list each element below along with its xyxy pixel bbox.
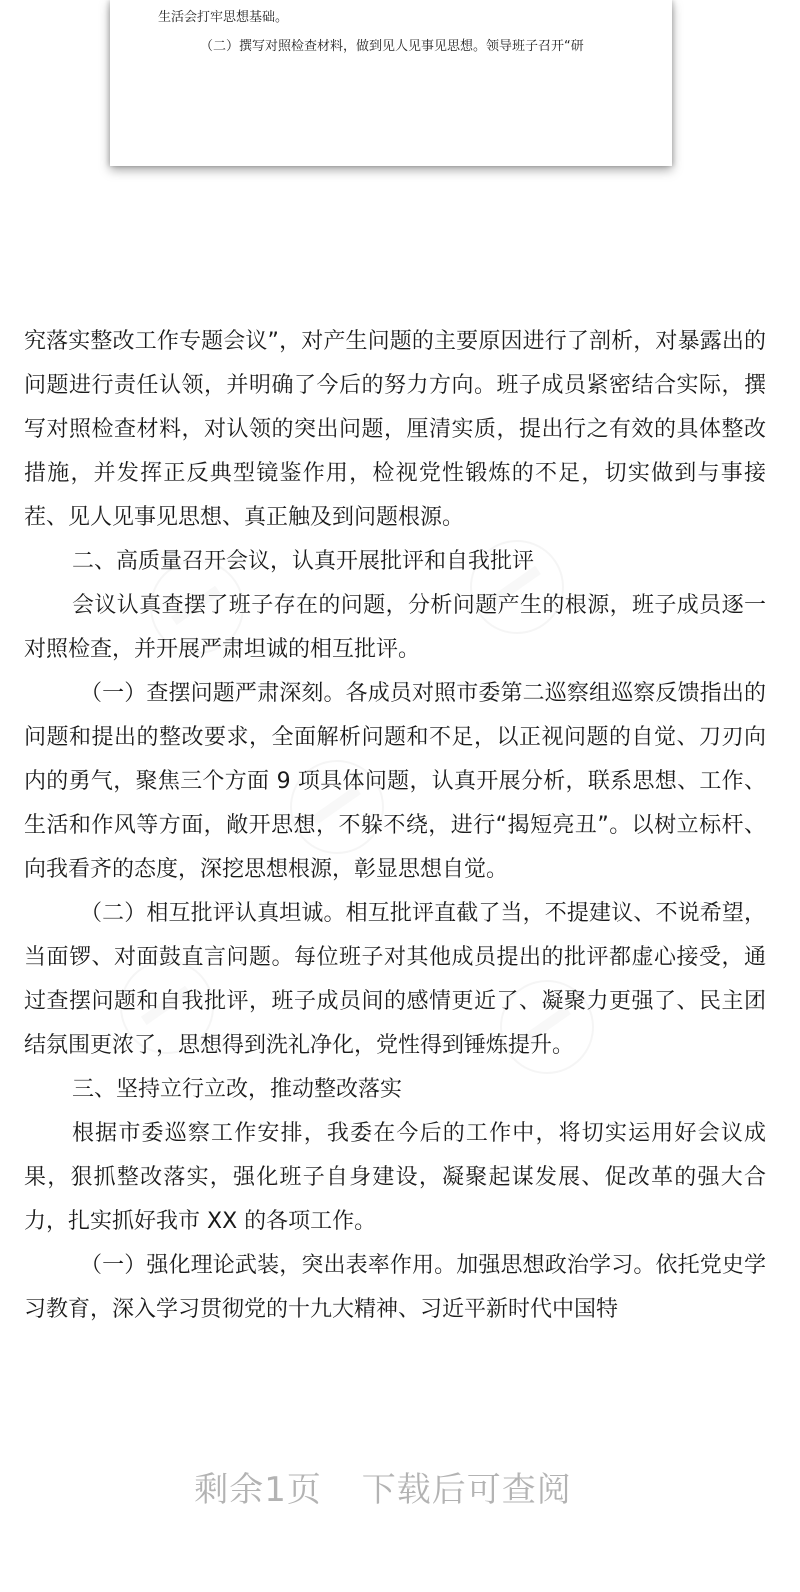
- paragraph: （二）相互批评认真坦诚。相互批评直截了当，不提建议、不说希望，当面锣、对面鼓直言问题。每位班子对其他成员提出的批评都虚心接受，通过查摆问题和自我批评，班子成员间的感情更近了、凝聚力更强了、民主团结氛围更浓了，思想得到洗礼净化，党性得到锤炼提升。: [24, 901, 766, 1058]
- paragraph: 根据市委巡察工作安排，我委在今后的工作中，将切实运用好会议成果，狠抓整改落实，强化班子自身建设，凝聚起谋发展、促改革的强大合力，扎实抓好我市 XX 的各项工作。: [24, 1121, 766, 1234]
- preview-text-line: （二）撰写对照检查材料，做到见人见事见思想。领导班子召开“研: [200, 39, 584, 54]
- section-heading: 三、坚持立行立改，推动整改落实: [72, 1077, 403, 1102]
- paragraph-continued: 究落实整改工作专题会议”，对产生问题的主要原因进行了剖析，对暴露出的问题进行责任认领，并明确了今后的努力方向。班子成员紧密结合实际，撰写对照检查材料，对认领的突出问题，厘清实质，提出行之有效的具体整改措施，并发挥正反典型镜鉴作用，检视党性锻炼的不足，切实做到与事接茬、见人见事见思想、真正触及到问题根源。: [24, 329, 766, 530]
- paragraph: （一）强化理论武装，突出表率作用。加强思想政治学习。依托党史学习教育，深入学习贯彻党的十九大精神、习近平新时代中国特: [24, 1253, 766, 1322]
- section-heading: 二、高质量召开会议，认真开展批评和自我批评: [72, 549, 535, 574]
- paragraph: 会议认真查摆了班子存在的问题，分析问题产生的根源，班子成员逐一对照检查，并开展严肃坦诚的相互批评。: [24, 593, 766, 662]
- paragraph: （一）查摆问题严肃深刻。各成员对照市委第二巡察组巡察反馈指出的问题和提出的整改要求，全面解析问题和不足，以正视问题的自觉、刀刃向内的勇气，聚焦三个方面 9 项具体问题，认真开展分析，联系思想、工作、生活和作风等方面，敞开思想，不躲不绕，进行“揭短亮丑”。以树立标杆、向我看齐的态度，深挖思想根源，彰显思想自觉。: [24, 681, 766, 882]
- download-prompt[interactable]: [0, 1468, 766, 1512]
- preview-text-line: 生活会打牢思想基础。: [158, 10, 289, 25]
- remaining-pages-label: 剩余1页: [194, 1470, 322, 1510]
- download-to-view-label: 下载后可查阅: [361, 1470, 572, 1510]
- document-preview-card: [110, 0, 672, 166]
- document-body: [24, 320, 766, 1332]
